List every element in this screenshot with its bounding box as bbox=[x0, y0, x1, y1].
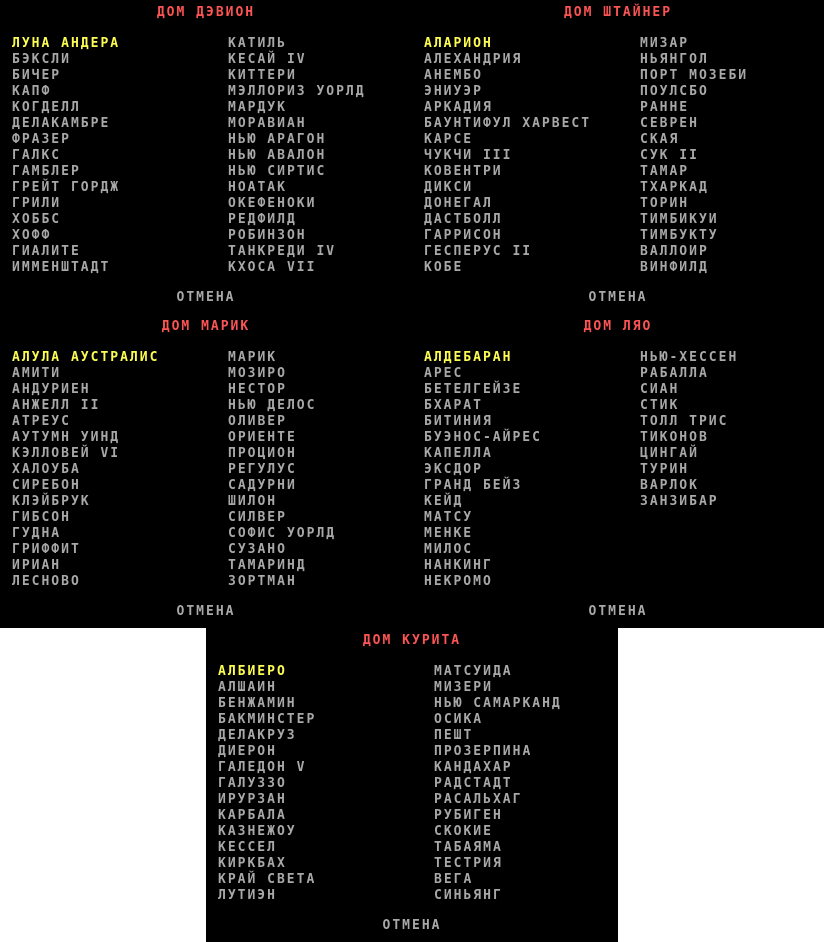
planet-list-column-1 bbox=[12, 36, 120, 276]
planet-list-item[interactable]: РЕДФИЛД bbox=[228, 212, 297, 227]
planet-list-item[interactable]: БЭКСЛИ bbox=[12, 52, 71, 67]
house-panel-0 bbox=[0, 0, 412, 314]
planet-list-item[interactable]: КОВЕНТРИ bbox=[424, 164, 503, 179]
planet-list-item[interactable]: ТАМАРИНД bbox=[228, 558, 307, 573]
planet-list-item[interactable]: КРАЙ СВЕТА bbox=[218, 872, 317, 887]
planet-list-item[interactable]: АНЕМБО bbox=[424, 68, 483, 83]
house-panel-3 bbox=[412, 314, 824, 628]
planet-list-item[interactable]: КАПЕЛЛА bbox=[424, 446, 493, 461]
planet-list-item[interactable]: НЕКРОМО bbox=[424, 574, 493, 589]
planet-list-item[interactable]: МОРАВИАН bbox=[228, 116, 307, 131]
planet-list-item[interactable]: ТИМБУКТУ bbox=[640, 228, 719, 243]
planet-list-item[interactable]: ГИБСОН bbox=[12, 510, 71, 525]
planet-list-item[interactable]: КАПФ bbox=[12, 84, 52, 99]
planet-list-item[interactable]: ХАЛОУБА bbox=[12, 462, 81, 477]
planet-list-item-selected[interactable]: ЛУНА АНДЕРА bbox=[12, 36, 121, 51]
planet-list-item[interactable]: БИТИНИЯ bbox=[424, 414, 493, 429]
planet-list-item[interactable]: НЬЮ САМАРКАНД bbox=[434, 696, 562, 711]
planet-list-item[interactable]: СТИК bbox=[640, 398, 680, 413]
planet-list-item[interactable]: РАДСТАДТ bbox=[434, 776, 513, 791]
planet-list-item[interactable]: ГАРРИСОН bbox=[424, 228, 503, 243]
planet-list-item[interactable]: МИЛОС bbox=[424, 542, 474, 557]
planet-list-item[interactable]: АЛЕХАНДРИЯ bbox=[424, 52, 523, 67]
house-panel-2 bbox=[0, 314, 412, 628]
planet-list-item[interactable]: ТОРИН bbox=[640, 196, 690, 211]
planet-list-item[interactable]: ГУДНА bbox=[12, 526, 62, 541]
planet-list-item[interactable]: ЛУТИЭН bbox=[218, 888, 277, 903]
planet-list-item[interactable]: ГРЕЙТ ГОРДЖ bbox=[12, 180, 121, 195]
planet-list-item[interactable]: МАТСУ bbox=[424, 510, 474, 525]
planet-list-item[interactable]: РОБИНЗОН bbox=[228, 228, 307, 243]
planet-list-item[interactable]: НЬЮ АВАЛОН bbox=[228, 148, 327, 163]
planet-list-item[interactable]: АУТУМН УИНД bbox=[12, 430, 121, 445]
planet-list-item[interactable]: ОКЕФЕНОКИ bbox=[228, 196, 317, 211]
planet-list-column-2 bbox=[228, 36, 366, 276]
planet-list-item[interactable]: БХАРАТ bbox=[424, 398, 483, 413]
planet-list-item[interactable]: ХОББС bbox=[12, 212, 62, 227]
planet-list-item[interactable]: ЭНИУЭР bbox=[424, 84, 483, 99]
planet-list-item[interactable]: ТИМБИКУИ bbox=[640, 212, 719, 227]
planet-list-item[interactable]: ДИЕРОН bbox=[218, 744, 277, 759]
planet-list-item[interactable]: ОЛИВЕР bbox=[228, 414, 287, 429]
planet-list-item[interactable]: ГРАНД БЕЙЗ bbox=[424, 478, 523, 493]
planet-list-item[interactable]: КАРБАЛА bbox=[218, 808, 287, 823]
planet-list-column-1 bbox=[218, 664, 316, 904]
planet-list-item[interactable]: АРКАДИЯ bbox=[424, 100, 493, 115]
planet-list-item[interactable]: НЬЯНГОЛ bbox=[640, 52, 709, 67]
house-title: ДОМ МАРИК bbox=[161, 319, 251, 334]
planet-list-item[interactable]: ДЕЛАКАМБРЕ bbox=[12, 116, 111, 131]
planet-list-item[interactable]: МИЗАР bbox=[640, 36, 690, 51]
planet-list-item-selected[interactable]: АЛАРИОН bbox=[424, 36, 493, 51]
house-panel-1 bbox=[412, 0, 824, 314]
planet-list-item[interactable]: МАРДУК bbox=[228, 100, 287, 115]
planet-list-item[interactable]: НЬЮ СИРТИС bbox=[228, 164, 327, 179]
planet-list-item[interactable]: ДИКСИ bbox=[424, 180, 474, 195]
house-panel-4 bbox=[206, 628, 618, 942]
planet-list-item[interactable]: ГАЛЕДОН V bbox=[218, 760, 307, 775]
planet-list-item-selected[interactable]: АЛУЛА АУСТРАЛИС bbox=[12, 350, 160, 365]
house-title: ДОМ ШТАЙНЕР bbox=[563, 5, 673, 20]
planet-list-item[interactable]: АМИТИ bbox=[12, 366, 62, 381]
planet-list-item[interactable]: МЕНКЕ bbox=[424, 526, 474, 541]
planet-list-item[interactable]: ТУРИН bbox=[640, 462, 690, 477]
planet-list-item[interactable]: КЕССЕЛ bbox=[218, 840, 277, 855]
planet-list-item[interactable]: КОБЕ bbox=[424, 260, 464, 275]
planet-list-item[interactable]: КЕЙД bbox=[424, 494, 464, 509]
planet-list-item[interactable]: ШИЛОН bbox=[228, 494, 278, 509]
planet-list-column-1 bbox=[12, 350, 159, 590]
planet-list-item[interactable]: СИНЬЯНГ bbox=[434, 888, 503, 903]
planet-list-item[interactable]: ЛЕСНОВО bbox=[12, 574, 81, 589]
planet-list-item[interactable]: СКАЯ bbox=[640, 132, 680, 147]
planet-list-item[interactable]: ВЕГА bbox=[434, 872, 474, 887]
planet-list-item[interactable]: ГАЛКС bbox=[12, 148, 62, 163]
planet-list-item[interactable]: АЛШАИН bbox=[218, 680, 277, 695]
planet-list-item[interactable]: КИТТЕРИ bbox=[228, 68, 297, 83]
planet-list-column-2 bbox=[434, 664, 562, 904]
planet-list-item[interactable]: ДЕЛАКРУЗ bbox=[218, 728, 297, 743]
planet-list-item[interactable]: КАТИЛЬ bbox=[228, 36, 287, 51]
planet-list-column-2 bbox=[640, 36, 748, 276]
planet-list-item[interactable]: СУК II bbox=[640, 148, 699, 163]
planet-list-item[interactable]: КЕСАЙ IV bbox=[228, 52, 307, 67]
house-title: ДОМ КУРИТА bbox=[362, 633, 462, 648]
planet-list-item[interactable]: САДУРНИ bbox=[228, 478, 297, 493]
planet-list-item[interactable]: ДОНЕГАЛ bbox=[424, 196, 493, 211]
planet-list-item[interactable]: СУЗАНО bbox=[228, 542, 287, 557]
planet-list-item[interactable]: БУЭНОС-АЙРЕС bbox=[424, 430, 542, 445]
planet-list-item[interactable]: ПОРТ МОЗЕБИ bbox=[640, 68, 749, 83]
planet-list-item[interactable]: ВАРЛОК bbox=[640, 478, 699, 493]
planet-list-item-selected[interactable]: АЛБИЕРО bbox=[218, 664, 287, 679]
planet-list-item[interactable]: ГРИЛИ bbox=[12, 196, 62, 211]
planet-list-item[interactable]: ФРАЗЕР bbox=[12, 132, 71, 147]
planet-list-item[interactable]: НЬЮ ДЕЛОС bbox=[228, 398, 317, 413]
cancel-button[interactable]: ОТМЕНА bbox=[176, 290, 236, 305]
planet-list-item[interactable]: НЬЮ-ХЕССЕН bbox=[640, 350, 739, 365]
planet-list-item[interactable]: КАЗНЕЖОУ bbox=[218, 824, 297, 839]
planet-list-item[interactable]: КЭЛЛОВЕЙ VI bbox=[12, 446, 121, 461]
planet-list-item[interactable]: РЕГУЛУС bbox=[228, 462, 297, 477]
planet-list-item[interactable]: МИЗЕРИ bbox=[434, 680, 493, 695]
planet-list-item[interactable]: ГАМБЛЕР bbox=[12, 164, 81, 179]
planet-list-item[interactable]: ИММЕНШТАДТ bbox=[12, 260, 111, 275]
planet-list-item[interactable]: НОАТАК bbox=[228, 180, 287, 195]
planet-list-item[interactable]: БАКМИНСТЕР bbox=[218, 712, 317, 727]
planet-list-item[interactable]: ВИНФИЛД bbox=[640, 260, 709, 275]
planet-list-item[interactable]: ЭКСДОР bbox=[424, 462, 483, 477]
planet-list-item[interactable]: АТРЕУС bbox=[12, 414, 71, 429]
planet-list-item[interactable]: СОФИС УОРЛД bbox=[228, 526, 337, 541]
planet-list-item[interactable]: ТОЛЛ ТРИС bbox=[640, 414, 729, 429]
planet-list-item[interactable]: ИРИАН bbox=[12, 558, 62, 573]
cancel-button[interactable]: ОТМЕНА bbox=[176, 604, 236, 619]
planet-list-item[interactable]: ТИКОНОВ bbox=[640, 430, 709, 445]
planet-list-item[interactable]: СИРЕБОН bbox=[12, 478, 81, 493]
planet-list-item[interactable]: РАННЕ bbox=[640, 100, 690, 115]
planet-list-column-1 bbox=[424, 350, 542, 590]
planet-list-item[interactable]: ГИАЛИТЕ bbox=[12, 244, 81, 259]
planet-list-item[interactable]: КЛЭЙБРУК bbox=[12, 494, 91, 509]
planet-list-item[interactable]: НЬЮ АРАГОН bbox=[228, 132, 327, 147]
planet-list-item[interactable]: ЗАНЗИБАР bbox=[640, 494, 719, 509]
planet-list-item[interactable]: ПРОЦИОН bbox=[228, 446, 297, 461]
planet-list-item[interactable]: ХОФФ bbox=[12, 228, 52, 243]
planet-list-item[interactable]: КОГДЕЛЛ bbox=[12, 100, 81, 115]
house-title: ДОМ ДЭВИОН bbox=[156, 5, 256, 20]
planet-list-item[interactable]: РАСАЛЬХАГ bbox=[434, 792, 523, 807]
planet-list-item[interactable]: БЕТЕЛГЕЙЗЕ bbox=[424, 382, 523, 397]
planet-list-item[interactable]: ЗОРТМАН bbox=[228, 574, 297, 589]
planet-list-item[interactable]: ПРОЗЕРПИНА bbox=[434, 744, 533, 759]
planet-list-item[interactable]: БАУНТИФУЛ ХАРВЕСТ bbox=[424, 116, 592, 131]
cancel-button[interactable]: ОТМЕНА bbox=[382, 918, 442, 933]
planet-list-item[interactable]: ТХАРКАД bbox=[640, 180, 709, 195]
planet-list-item[interactable]: ОСИКА bbox=[434, 712, 484, 727]
planet-list-item[interactable]: ТЕСТРИЯ bbox=[434, 856, 503, 871]
planet-list-item[interactable]: МАРИК bbox=[228, 350, 278, 365]
planet-list-item[interactable]: ГАЛУЗЗО bbox=[218, 776, 287, 791]
planet-list-item[interactable]: ТАМАР bbox=[640, 164, 690, 179]
house-title: ДОМ ЛЯО bbox=[583, 319, 653, 334]
planet-list-item[interactable]: БЕНЖАМИН bbox=[218, 696, 297, 711]
cancel-button[interactable]: ОТМЕНА bbox=[588, 290, 648, 305]
planet-list-item[interactable]: ИРУРЗАН bbox=[218, 792, 287, 807]
planet-list-item[interactable]: СИАН bbox=[640, 382, 680, 397]
planet-list-item[interactable]: РУБИГЕН bbox=[434, 808, 503, 823]
planet-list-item[interactable]: ВАЛЛОИР bbox=[640, 244, 709, 259]
planet-list-item[interactable]: АНДУРИЕН bbox=[12, 382, 91, 397]
planet-list-item[interactable]: ТАБАЯМА bbox=[434, 840, 503, 855]
planet-list-item[interactable]: ГЕСПЕРУС II bbox=[424, 244, 533, 259]
planet-list-item[interactable]: АРЕС bbox=[424, 366, 464, 381]
planet-list-item[interactable]: КАНДАХАР bbox=[434, 760, 513, 775]
planet-list-column-1 bbox=[424, 36, 591, 276]
planet-list-item[interactable]: МОЗИРО bbox=[228, 366, 287, 381]
planet-list-item[interactable]: СИЛВЕР bbox=[228, 510, 287, 525]
planet-list-item[interactable]: ТАНКРЕДИ IV bbox=[228, 244, 337, 259]
planet-list-item[interactable]: АНЖЕЛЛ II bbox=[12, 398, 101, 413]
planet-list-item[interactable]: ОРИЕНТЕ bbox=[228, 430, 297, 445]
planet-list-item[interactable]: ПЕШТ bbox=[434, 728, 474, 743]
planet-list-column-2 bbox=[228, 350, 336, 590]
planet-list-item[interactable]: СКОКИЕ bbox=[434, 824, 493, 839]
planet-list-item[interactable]: КИРКБАХ bbox=[218, 856, 287, 871]
planet-list-item[interactable]: ЦИНГАЙ bbox=[640, 446, 699, 461]
planet-list-item[interactable]: НЕСТОР bbox=[228, 382, 287, 397]
planet-list-item[interactable]: МАТСУИДА bbox=[434, 664, 513, 679]
planet-list-item[interactable]: ПОУЛСБО bbox=[640, 84, 709, 99]
planet-list-item[interactable]: РАБАЛЛА bbox=[640, 366, 709, 381]
planet-list-item[interactable]: БИЧЕР bbox=[12, 68, 62, 83]
planet-list-item[interactable]: СЕВРЕН bbox=[640, 116, 699, 131]
planet-list-item[interactable]: ЧУКЧИ III bbox=[424, 148, 513, 163]
planet-list-item[interactable]: ГРИФФИТ bbox=[12, 542, 81, 557]
planet-list-item[interactable]: КХОСА VII bbox=[228, 260, 317, 275]
planet-list-item-selected[interactable]: АЛДЕБАРАН bbox=[424, 350, 513, 365]
cancel-button[interactable]: ОТМЕНА bbox=[588, 604, 648, 619]
planet-list-item[interactable]: НАНКИНГ bbox=[424, 558, 493, 573]
planet-list-item[interactable]: КАРСЕ bbox=[424, 132, 474, 147]
planet-list-item[interactable]: ДАСТБОЛЛ bbox=[424, 212, 503, 227]
planet-list-column-2 bbox=[640, 350, 738, 510]
planet-list-item[interactable]: МЭЛЛОРИЗ УОРЛД bbox=[228, 84, 366, 99]
